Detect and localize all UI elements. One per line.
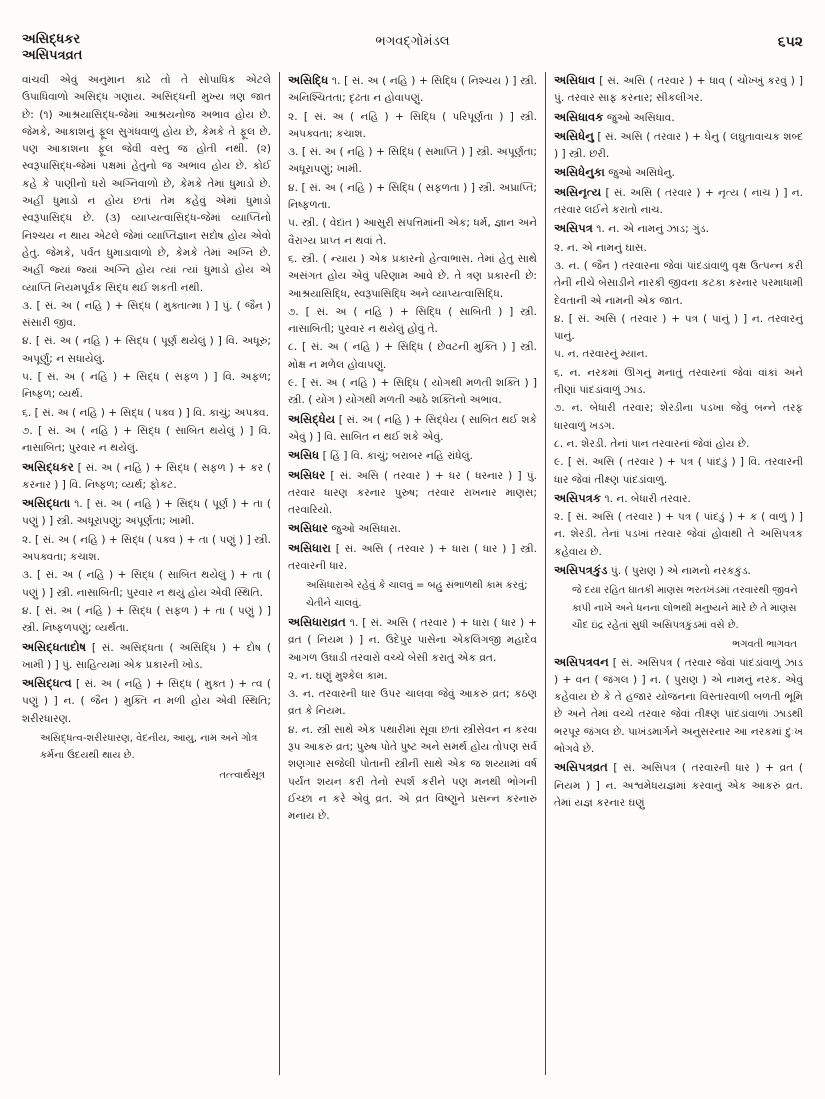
definition-text: ૭. [ સં. અ ( નહિ ) + સિદ્ધિ ( સાબિતી ) ] સ્ત્રી. નાસાબિતી; પુરવાર ન થયેલું હોવું તે. bbox=[288, 305, 537, 336]
definition-text: ૧. [ સં. અસિ ( તરવાર ) + ધારા ( ધાર ) + વ્રત ( નિયમ ) ] ન. ઉદેપુર પાસેના એકલિંગજી મહાદેવ આગળ ઉઘાડી તરવારો વચ્ચે બેસી કરાતું એક વ્રત. bbox=[288, 616, 537, 664]
dictionary-entry bbox=[554, 562, 803, 580]
dictionary-entry bbox=[22, 72, 271, 297]
headword: અસિધાવ bbox=[554, 73, 596, 87]
dictionary-entry bbox=[288, 251, 537, 303]
headword: અસિદ્ધતાદોષ bbox=[22, 639, 87, 654]
headword: અસિદ્ધત્વ bbox=[22, 676, 72, 691]
definition-text: [ સં. અસિ ( તરવાર ) + નૃત્ય ( નાચ ) ] ન. તરવાર લઈને કરાતો નાચ. bbox=[554, 186, 803, 217]
dictionary-entry bbox=[554, 436, 803, 453]
definition-text: ૫. સ્ત્રી. ( વેદાંત ) આસુરી સંપત્તિમાંની એક; ધર્મ, જ્ઞાન અને વૈરાગ્ય પ્રાપ્ત ન થવાં તે. bbox=[288, 217, 537, 247]
definition-text: વાંચવી એવું અનુમાન કાઢે તો તે સોપાધિક એટલે ઉપાધિવાળો અસિદ્ધ ગણાય. અસિદ્ધની મુખ્ય ત્રણ જાત છે: (૧) આશ્રયાસિદ્ધ-જેમાં આશ્રયનોજ અભાવ હોય છે. જેમકે, આકાશનું ફૂલ સુગંધવાળું હોય છે, કેમકે તે ફૂલ છે. પણ આકાશના ફૂલ જેવી વસ્તુ જ હોતી નથી. (૨) સ્વરૂપાસિદ્ધ-જેમાં પક્ષમાં હેતુનો જ અભાવ હોય છે. કોઈ કહે કે પાણીનો ધરો અગ્નિવાળો છે, કેમકે તેમાં ધુમાડો છે. અહીં ધુમાડો ન હોય છતાં તેમ કહેવું એમાં ધુમાડો સ્વરૂપાસિદ્ધ છે. (૩) વ્યાપ્યત્વાસિદ્ધ-જેમાં વ્યાપ્તિનો નિશ્ચય ન થાય એટલે જેમાં વ્યાપ્તિજ્ઞાન સદોષ હોય એવો હેતુ. જેમકે, પર્વત ધુમાડાવાળો છે, કેમકે તેમાં અગ્નિ છે. અહીં જ્યાં જ્યાં અગ્નિ હોય ત્યાં ત્યાં ધુમાડો હોય એ વ્યાપ્તિ નિયમપૂર્વક સિદ્ધ થઈ શકતી નથી. bbox=[22, 74, 271, 294]
dictionary-entry bbox=[288, 540, 537, 576]
usage-quote: અસિદ્ધત્વ-શરીરધારણ, વેદનીય, આયુ, નામ અને ગોત્ર કર્મના ઉદયથી થાય છે. bbox=[40, 732, 258, 762]
dictionary-entry bbox=[554, 240, 803, 257]
definition-text: જુઓ અસિધેનુ. bbox=[604, 167, 675, 180]
definition-text: [ સં. અસિ ( તરવાર ) + ધર ( ધરનાર ) ] પું. તરવાર ધારણ કરનાર પુરુષ; તરવાર રાખનાર માણસ; તરવારિયો. bbox=[288, 469, 537, 517]
column-3 bbox=[546, 72, 803, 1075]
usage-quote: જે દયા રહિત ઘાતકી માણસ ભરતખંડમાં તરવારથી જીવને કાપી નાખે અને ધનના લોભથી મનુષ્યને મારે છે તે માણસ ચૌદ ઇંદ્ર રહેતાં સુધી અસિપત્રકુંડમાં વસે છે. bbox=[572, 585, 798, 631]
definition-text: ૧. [ સં. અ ( નહિ ) + સિદ્ધ ( પૂર્ણ ) + તા ( પણું ) ] સ્ત્રી. અધૂરાપણું; અપૂર્ણતા; ખામી. bbox=[22, 498, 271, 528]
guide-word-first: અસિદ્ધકર bbox=[22, 32, 81, 47]
headword: અસિધાર bbox=[288, 521, 329, 536]
dictionary-entry bbox=[22, 459, 271, 495]
headword: અસિનૃત્ય bbox=[554, 184, 602, 199]
dictionary-entry bbox=[288, 686, 537, 721]
dictionary-entry bbox=[554, 759, 803, 812]
definition-text: ૪. [ સં. અસિ ( તરવાર ) + પત્ર ( પાનું ) ] ન. તરવારનું પાનું. bbox=[554, 312, 803, 343]
definition-text: ૫. ન. તરવારનું મ્યાન. bbox=[554, 348, 648, 361]
dictionary-entry bbox=[288, 668, 537, 685]
definition-text: [ સં. અસિ ( તરવાર ) + ધેનુ ( લઘુતાવાચક શબ્દ ) ] સ્ત્રી. છરી. bbox=[554, 130, 803, 161]
headword: અસિદ્ધિ bbox=[288, 73, 329, 87]
definition-text: ૨. [ સં. અસિ ( તરવાર ) + પત્ર ( પાંદડું ) + ક ( વાળું ) ] ન. શેરડી. તેનાં પડખાં તરવાર જેવાં હોવાથી તે અસિપત્રક કહેવાય છે. bbox=[554, 511, 803, 558]
dictionary-entry bbox=[554, 128, 803, 164]
definition-text: જુઓ અસિધારા. bbox=[328, 523, 401, 536]
dictionary-entry bbox=[554, 654, 803, 759]
headword: અસિપત્રવન bbox=[554, 654, 609, 669]
dictionary-entry bbox=[22, 423, 271, 458]
definition-text: ૨. ન. ઘણું મુશ્કેલ કામ. bbox=[288, 669, 388, 682]
definition-text: ૩. [ સં. અ ( નહિ ) + સિદ્ધ ( સાબિત થયેલું ) + તા ( પણું ) ] સ્ત્રી. નાસાબિતી; પુરવાર ન થયું હોય એવી સ્થિતિ. bbox=[22, 569, 271, 599]
dictionary-entry bbox=[554, 72, 803, 108]
definition-text: પું. ( પુરાણ ) એ નામનો નરકકુંડ. bbox=[607, 565, 751, 578]
dictionary-entry bbox=[22, 675, 271, 728]
definition-text: જુઓ અસિધાવ. bbox=[603, 111, 675, 124]
dictionary-entry bbox=[554, 454, 803, 489]
book-title: ભગવદ્ગોમંડલ bbox=[375, 34, 450, 49]
definition-text: ૯. [ સં. અસિ ( તરવાર ) + પત્ર ( પાંદડું ) ] વિ. તરવારની ધાર જેવાં તીક્ષ્ણ પાંદડાંવાળું. bbox=[554, 456, 803, 486]
definition-text: ૧. ન. બેધારી તરવાર. bbox=[601, 492, 691, 505]
dictionary-entry bbox=[554, 311, 803, 346]
definition-text: [ સં. અસિ ( તરવાર ) + ધારા ( ધાર ) ] સ્ત્રી. તરવારની ધાર. bbox=[288, 542, 537, 573]
dictionary-entry bbox=[288, 180, 537, 215]
headword: અસિપત્ર bbox=[554, 221, 593, 236]
guide-word-last: અસિપત્રવ્રત bbox=[22, 48, 83, 63]
column-1 bbox=[22, 72, 279, 1075]
definition-text: ૪. [ સં. અ ( નહિ ) + સિદ્ધ ( પૂર્ણ થયેલું ) ] વિ. અધૂરું; અપૂર્ણું; ન સધાયેલું. bbox=[22, 335, 271, 365]
definition-text: [ સં. અસિપત્ર ( તરવારની ધાર ) + વ્રત ( નિયમ ) ] ન. અશ્વમેધયજ્ઞમાં કરવાનું એક આકરું વ્રત. તેમાં યજ્ઞ કરનાર ઘણું bbox=[554, 762, 803, 809]
headword: અસિધારા bbox=[288, 540, 331, 555]
headword: અસિપત્રક bbox=[554, 490, 602, 505]
definition-text: ૮. [ સં. અ ( નહિ ) + સિદ્ધિ ( છેવટની મુક્તિ ) ] સ્ત્રી. મોક્ષ ન મળેલ હોવાપણું. bbox=[288, 341, 537, 371]
definition-text: ૧. [ સં. અ ( નહિ ) + સિદ્ધિ ( નિશ્ચય ) ] સ્ત્રી. અનિશ્ચિતતા; દૃઢતા ન હોવાપણું. bbox=[288, 75, 537, 105]
dictionary-entry bbox=[288, 144, 537, 179]
dictionary-entry bbox=[554, 365, 803, 400]
dictionary-entry bbox=[22, 567, 271, 602]
page-header bbox=[22, 32, 803, 66]
dictionary-entry bbox=[554, 184, 803, 220]
headword: અસિદ્ધતા bbox=[22, 496, 71, 511]
quote-source: ભગવતી ભાગવત bbox=[732, 639, 797, 651]
usage-quote: અસિધારાએ રહેવું કે ચાલવું = બહુ સંભાળથી કામ કરવું; ચેતીને ચાલવું. bbox=[306, 580, 528, 609]
dictionary-entry bbox=[554, 109, 803, 127]
headword: અસિધાવક bbox=[554, 109, 604, 124]
definition-text: ૩. [ સં. અ ( નહિ ) + સિદ્ધ ( મુક્તાત્મા ) ] પું. ( જૈન ) સંસારી જીવ. bbox=[22, 299, 271, 330]
headword: અસિપત્રકુંડ bbox=[554, 563, 608, 578]
dictionary-entry bbox=[554, 400, 803, 435]
dictionary-entry bbox=[554, 220, 803, 238]
columns bbox=[22, 72, 803, 1075]
dictionary-entry bbox=[288, 72, 537, 108]
dictionary-entry bbox=[288, 614, 537, 667]
dictionary-entry bbox=[22, 603, 271, 638]
definition-text: ૬. [ સં. અ ( નહિ ) + સિદ્ધ ( પક્વ ) ] વિ. કાચું; અપક્વ. bbox=[22, 406, 270, 419]
definition-text: ૫. [ સં. અ ( નહિ ) + સિદ્ધ ( સફળ ) ] વિ. અફળ; નિષ્ફળ; વ્યર્થ. bbox=[22, 371, 271, 401]
dictionary-entry bbox=[288, 520, 537, 538]
dictionary-entry bbox=[554, 490, 803, 508]
definition-text: [ સં. અ ( નહિ ) + સિદ્ધ ( સફળ ) + કર ( કરનાર ) ] વિ. નિષ્ફળ; વ્યર્થ; ફોકટ. bbox=[22, 461, 271, 491]
dictionary-entry bbox=[22, 639, 271, 675]
definition-text: ૨. [ સં. અ ( નહિ ) + સિદ્ધિ ( પરિપૂર્ણતા ) ] સ્ત્રી. અપક્વતા; કચાશ. bbox=[288, 110, 537, 140]
dictionary-entry bbox=[554, 258, 803, 310]
definition-text: ૧. ન. એ નામનું ઝાડ; ગુંડ. bbox=[592, 223, 709, 236]
dictionary-entry bbox=[288, 411, 537, 447]
column-2 bbox=[280, 72, 545, 1075]
definition-text: ૩. [ સં. અ ( નહિ ) + સિદ્ધિ ( સમાપ્તિ ) ] સ્ત્રી. અપૂર્ણતા; અધૂરાપણું; ખામી. bbox=[288, 146, 537, 176]
dictionary-entry bbox=[288, 304, 537, 339]
dictionary-entry bbox=[22, 532, 271, 567]
headword: અસિધેનુકા bbox=[554, 165, 605, 180]
definition-text: ૩. ન. ( જૈન ) તરવારના જેવાં પાંદડાંવાળું વૃક્ષ ઉત્પન્ન કરી તેની નીચે બેસાડીને નારકી જીવના કટકા કરનાર પરમાધામી દેવતાની એ નામની એક જાત. bbox=[554, 259, 803, 307]
definition-text: ૨. [ સં. અ ( નહિ ) + સિદ્ધ ( પક્વ ) + તા ( પણું ) ] સ્ત્રી. અપક્વતા; કચાશ. bbox=[22, 533, 271, 564]
headword: અસિધારાવ્રત bbox=[288, 614, 346, 629]
headword: અસિધ bbox=[288, 448, 320, 463]
dictionary-entry bbox=[288, 467, 537, 520]
definition-text: ૭. ન. બેધારી તરવાર; શેરડીના પડખા જેવું બન્ને તરફ ધારવાળું ખડગ. bbox=[554, 402, 803, 432]
headword: અસિદ્ધેય bbox=[288, 411, 336, 426]
dictionary-entry bbox=[22, 333, 271, 368]
headword: અસિધેનુ bbox=[554, 128, 594, 143]
definition-text: ૯. [ સં. અ ( નહિ ) + સિદ્ધિ ( યોગથી મળતી શક્તિ ) ] સ્ત્રી. ( યોગ ) યોગથી મળતી આઠે શક્તિનો અભાવ. bbox=[288, 377, 537, 407]
definition-text: ૨. ન. એ નામનું ઘાસ. bbox=[554, 241, 647, 254]
page-number: ૬૫૨ bbox=[777, 34, 803, 50]
dictionary-entry bbox=[288, 447, 537, 465]
definition-text: ૮. ન. શેરડી. તેનાં પાન તરવારનાં જેવાં હોય છે. bbox=[554, 437, 750, 450]
dictionary-entry bbox=[22, 298, 271, 333]
dictionary-entry bbox=[22, 405, 271, 422]
definition-text: ૪. ન. સ્ત્રી સાથે એક પથારીમાં સૂવા છતાં સ્ત્રીસેવન ન કરવા રૂપ આકરું વ્રત; પુરુષ પોતે પુષ્ટ અને સમર્થ હોય તોપણ સર્વ શણગાર સજેલી પોતાની સ્ત્રીની સાથે એક જ શય્યામાં વર્ષ પર્યંત શયન કરી તેનો સ્પર્શ કરીને પણ મનથી ભોગની ઈચ્છા ન કરે એવું વ્રત. એ વ્રત વિષ્ણુને પ્રસન્ન કરનારું મનાય છે. bbox=[288, 723, 537, 823]
definition-text: ૬. સ્ત્રી. ( ન્યાય ) એક પ્રકારનો હેત્વાભાસ. તેમાં હેતુ સાથે અસંગત હોય એવું પરિણામ આવે છે. તે ત્રણ પ્રકારની છે: આશ્રયાસિદ્ધિ, સ્વરૂપાસિદ્ધિ અને વ્યાપ્યત્વાસિદ્ધિ. bbox=[288, 252, 537, 300]
definition-text: ૪. [ સં. અ ( નહિ ) + સિદ્ધિ ( સફળતા ) ] સ્ત્રી. અપ્રાપ્તિ; નિષ્ફળતા. bbox=[288, 181, 537, 212]
headword: અસિધર bbox=[288, 467, 326, 482]
definition-text: [ સં. અસિદ્ધતા ( અસિદ્ધિ ) + દોષ ( ખામી ) ] પું. સાહિત્યમાં એક પ્રકારની ખોડ. bbox=[22, 641, 271, 671]
quote-source: તત્ત્વાર્થસૂત્ર bbox=[219, 769, 265, 781]
definition-text: [ સં. અ ( નહિ ) + સિદ્ધ ( મુક્ત ) + ત્વ ( પણું ) ] ન. ( જૈન ) મુક્તિ ન મળી હોય એવી સ્થિતિ; શરીરધારણ. bbox=[22, 678, 271, 725]
dictionary-entry bbox=[22, 369, 271, 404]
dictionary-entry bbox=[554, 509, 803, 561]
dictionary-entry bbox=[288, 375, 537, 410]
definition-text: [ સં. અસિપત્ર ( તરવાર જેવાં પાંદડાંવાળું ઝાડ ) + વન ( જંગલ ) ] ન. ( પુરાણ ) એ નામનું નરક. એવું કહેવાય છે કે તે હજાર યોજનના વિસ્તારવાળી બળતી ભૂમિ છે અને તેમાં વચ્ચે તરવાર જેવાં તીક્ષ્ણ પાંદડાંવાળાં ઝાડથી ભરપૂર જંગલ છે. પાખંડમાર્ગને અનુસરનાર આ નરકમાં દુઃખ ભોગવે છે. bbox=[554, 656, 803, 755]
headword: અસિદ્ધકર bbox=[22, 459, 74, 474]
headword: અસિપત્રવ્રત bbox=[554, 760, 608, 775]
definition-text: [ હિં ] વિ. કાચું; બરાબર નહિ રાંધેલું. bbox=[319, 450, 474, 463]
dictionary-entry bbox=[288, 109, 537, 144]
definition-text: ૬. ન. નરકમાં ઊગનું મનાતું તરવારનાં જેવાં વાંકાં અને તીણાં પાંદડાંવાળું ઝાડ. bbox=[554, 366, 803, 397]
dictionary-entry bbox=[288, 339, 537, 374]
definition-text: ૭. [ સં. અ ( નહિ ) + સિદ્ધ ( સાબિત થયેલું ) ] વિ. નાસાબિત; પુરવાર ન થયેલું. bbox=[22, 424, 271, 455]
dictionary-entry bbox=[554, 164, 803, 182]
definition-text: ૩. ન. તરવારની ધાર ઉપર ચાલવા જેવું આકરું વ્રત; કઠણ વ્રત કે નિયમ. bbox=[288, 688, 537, 718]
definition-text: [ સં. અ ( નહિ ) + સિદ્ધેય ( સાબિત થઈ શકે એવું ) ] વિ. સાબિત ન થઈ શકે એવું. bbox=[288, 413, 537, 443]
dictionary-entry bbox=[288, 215, 537, 250]
definition-text: [ સં. અસિ ( તરવાર ) + ધાવ્ ( ચોખ્ખું કરવું ) ] પું. તરવાર સાફ કરનાર; સીકલીગર. bbox=[554, 75, 803, 105]
dictionary-entry bbox=[22, 495, 271, 531]
dictionary-entry bbox=[554, 346, 803, 363]
dictionary-entry bbox=[288, 722, 537, 826]
definition-text: ૪. [ સં. અ ( નહિ ) + સિદ્ધ ( સફળ ) + તા ( પણું ) ] સ્ત્રી. નિષ્ફળપણું; વ્યર્થતા. bbox=[22, 604, 271, 635]
